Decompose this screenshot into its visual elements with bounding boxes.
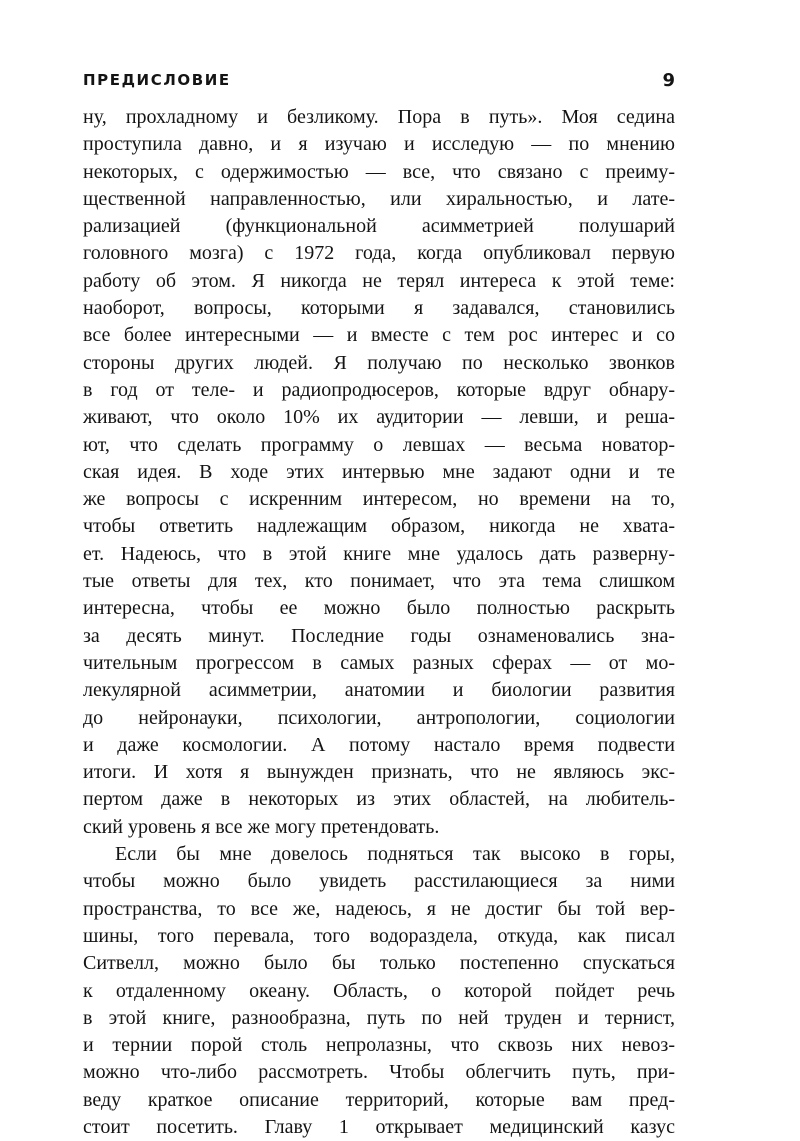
text-line: ну, прохладному и безликому. Пора в путь». Моя седина (83, 106, 675, 128)
text-line: чтобы ответить надлежащим образом, никогда не хвата- (83, 515, 675, 538)
text-line: интересна, чтобы ее можно было полностью раскрыть (83, 597, 675, 620)
text-line: веду краткое описание территорий, которые вам пред- (83, 1088, 675, 1111)
paragraph (83, 841, 675, 1141)
text-line: шины, того перевала, того водораздела, откуда, как писал (83, 924, 675, 947)
text-line: за десять минут. Последние годы ознаменовались зна- (83, 624, 675, 647)
text-line: наоборот, вопросы, которыми я задавался, становились (83, 297, 675, 320)
text-line: стоит посетить. Главу 1 открывает медицинский казус (83, 1115, 675, 1138)
text-line: пертом даже в некоторых из этих областей, на любитель- (83, 788, 675, 811)
text-line: пространства, то все же, надеюсь, я не достиг бы той вер- (83, 897, 675, 920)
text-line: лекулярной асимметрии, анатомии и биологии развития (83, 679, 675, 702)
text-line: к отдаленному океану. Область, о которой пойдет речь (83, 979, 675, 1002)
text-line: ют, что сделать программу о левшах — весьма новатор- (83, 433, 675, 456)
text-line: стороны других людей. Я получаю по несколько звонков (83, 351, 675, 374)
text-line: ский уровень я все же могу претендовать. (83, 815, 440, 838)
text-line: проступила давно, и я изучаю и исследую — по мнению (83, 133, 675, 156)
text-line: и тернии порой столь непролазны, что сквозь них невоз- (83, 1034, 675, 1057)
text-line: рализацией (функциональной асимметрией полушарий (83, 215, 675, 238)
text-line: и даже космологии. А потому настало время подвести (83, 733, 675, 756)
text-line: работу об этом. Я никогда не терял интереса к этой теме: (83, 269, 675, 292)
text-line: головного мозга) с 1972 года, когда опубликовал первую (83, 242, 675, 265)
text-line: чительным прогрессом в самых разных сферах — от мо- (83, 651, 675, 674)
text-line: Ситвелл, можно было бы только постепенно спускаться (83, 952, 675, 975)
text-line: некоторых, с одержимостью — все, что связано с преиму- (83, 160, 675, 183)
text-line: ская идея. В ходе этих интервью мне задают одни и те (83, 460, 675, 483)
text-line: в год от теле- и радиопродюсеров, которые вдруг обнару- (83, 378, 675, 401)
text-line: живают, что около 10% их аудитории — левши, и реша- (83, 406, 675, 429)
text-line: итоги. И хотя я вынужден признать, что не являюсь экс- (83, 761, 675, 784)
section-title: ПРЕДИСЛОВИЕ (83, 71, 231, 89)
text-line: можно что-либо рассмотреть. Чтобы облегчить путь, при- (83, 1061, 675, 1084)
text-line: все более интересными — и вместе с тем рос интерес и со (83, 324, 675, 347)
text-line: тые ответы для тех, кто понимает, что эта тема слишком (83, 570, 675, 593)
text-line: чтобы можно было увидеть расстилающиеся за ними (83, 870, 675, 893)
text-line: до нейронауки, психологии, антропологии, социологии (83, 706, 675, 729)
running-head (83, 68, 675, 92)
page-number: 9 (662, 69, 675, 91)
text-line: Если бы мне довелось подняться так высоко в горы, (115, 843, 675, 866)
text-line: ет. Надеюсь, что в этой книге мне удалось дать разверну- (83, 542, 675, 565)
text-line: щественной направленностью, или хиральностью, и лате- (83, 187, 675, 210)
paragraph (83, 104, 675, 841)
text-line: же вопросы с искренним интересом, но времени на то, (83, 488, 675, 511)
body-text (83, 104, 675, 1141)
text-line: в этой книге, разнообразна, путь по ней труден и тернист, (83, 1006, 675, 1029)
